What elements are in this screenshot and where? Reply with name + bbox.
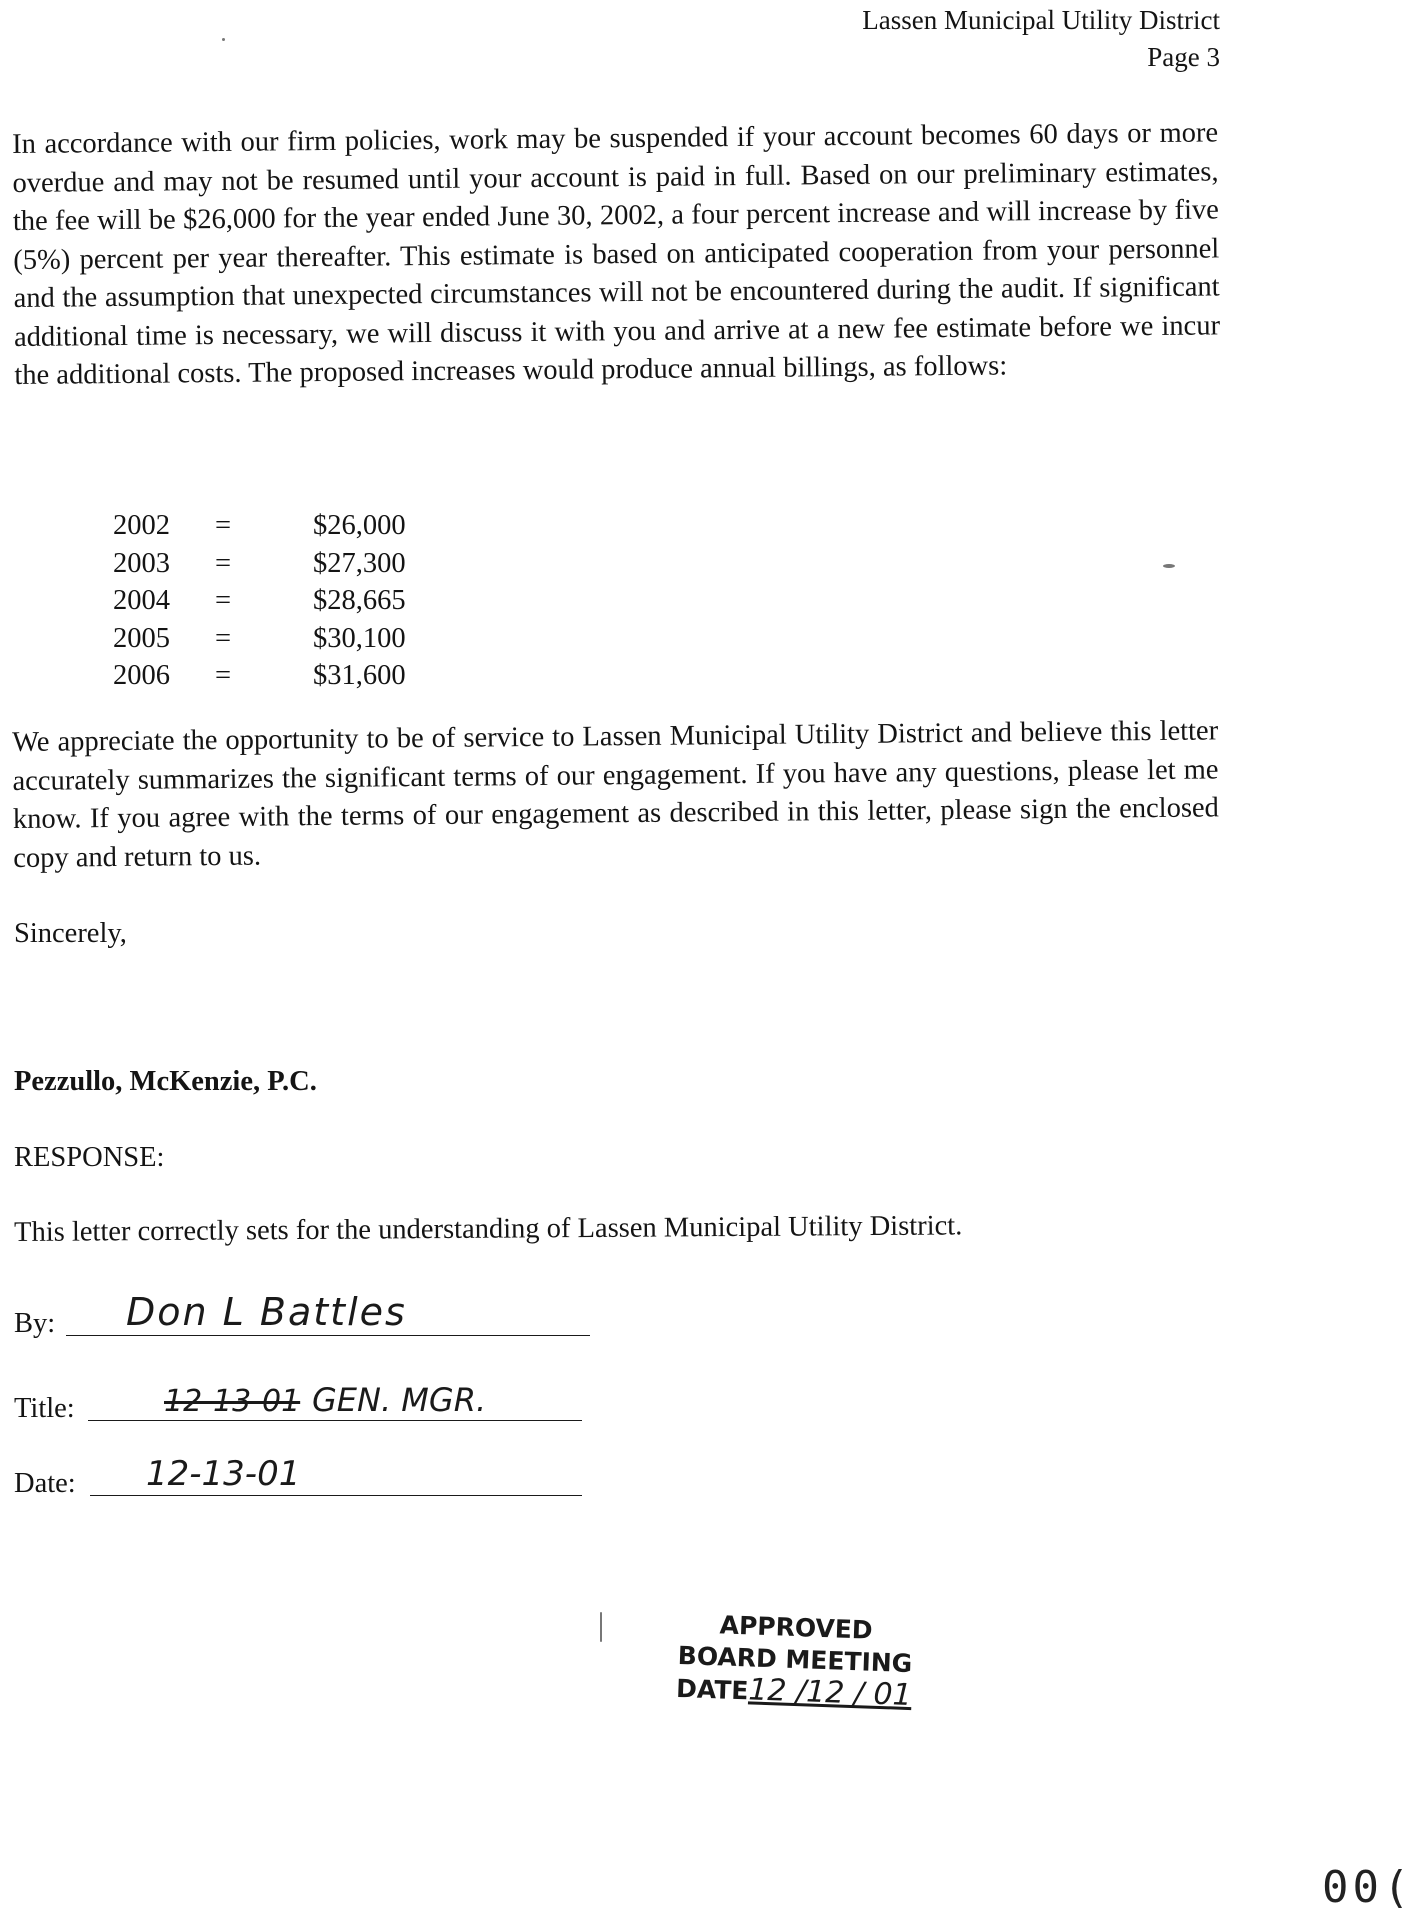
stamp-date-row [648, 1671, 939, 1714]
closing-salutation: Sincerely, [14, 918, 127, 949]
title-line [88, 1420, 582, 1421]
signature-date-row [14, 1454, 584, 1500]
page-header [862, 2, 1220, 76]
scan-speck [1163, 564, 1175, 568]
signature: Don L Battles [126, 1290, 407, 1334]
by-line [66, 1335, 590, 1336]
billing-equals: = [215, 622, 232, 654]
header-company: Lassen Municipal Utility District [862, 5, 1220, 35]
title-struck-text: 12-13-01 [164, 1384, 301, 1419]
billing-year: 2004 [113, 585, 170, 616]
scan-speck [222, 38, 225, 41]
billing-equals: = [215, 547, 232, 579]
billing-amount: $27,300 [313, 547, 406, 579]
stamp-date-value: 12 /12 / 01 [747, 1672, 913, 1714]
date-line [90, 1495, 582, 1496]
approved-stamp [648, 1607, 941, 1714]
billing-equals: = [215, 510, 232, 541]
firm-name: Pezzullo, McKenzie, P.C. [14, 1066, 317, 1097]
stamp-board-meeting: BOARD MEETING [677, 1640, 913, 1679]
billing-year: 2002 [113, 510, 170, 541]
billing-year: 2005 [113, 622, 170, 654]
response-text: This letter correctly sets for the understanding of Lassen Municipal Utility District. [14, 1210, 963, 1248]
page-number-footer: 00( [1322, 1862, 1413, 1913]
date-label: Date: [14, 1468, 76, 1499]
billing-amount: $31,600 [313, 660, 406, 691]
billing-year: 2003 [113, 547, 170, 579]
billing-amount: $28,665 [313, 585, 406, 616]
signature-by-row [14, 1290, 594, 1340]
billing-amount: $26,000 [313, 510, 406, 541]
scan-speck [600, 1612, 602, 1642]
billing-equals: = [215, 585, 232, 616]
response-label: RESPONSE: [14, 1142, 165, 1173]
fee-paragraph: In accordance with our firm policies, work may be suspended if your account becomes 60 days or more overdue and may not be resumed until your account is paid in full. Based on our preliminary estimates, the fee will be $26,000 for the year ended June 30, 2002, a four percent increase and will increase by five (5%) percent per year thereafter. This estimate is based on anticipated cooperation from your personnel and the assumption that unexpected circumstances will not be encountered during the audit. If significant additional time is necessary, we will discuss it with you and arrive at a new fee estimate before we incur the additional costs. The proposed increases would produce annual billings, as follows: [12, 117, 1221, 391]
by-label: By: [14, 1308, 56, 1339]
stamp-date-label: DATE [675, 1673, 749, 1706]
billing-equals: = [215, 660, 232, 691]
closing-paragraph: We appreciate the opportunity to be of service to Lassen Municipal Utility District and believe this letter accurately summarizes the significant terms of our engagement. If you have any questions, please let me know. If you agree with the terms of our engagement as described in this letter, please sign the enclosed copy and return to us. [12, 715, 1220, 874]
date-handwritten: 12-13-01 [146, 1454, 301, 1494]
billing-amount: $30,100 [313, 622, 406, 654]
stamp-approved: APPROVED [719, 1610, 874, 1645]
header-page-number: Page 3 [1147, 42, 1220, 72]
signature-title-row [14, 1381, 584, 1425]
title-label: Title: [14, 1393, 75, 1424]
billing-year: 2006 [113, 660, 170, 691]
title-handwritten: GEN. MGR. [312, 1381, 487, 1419]
